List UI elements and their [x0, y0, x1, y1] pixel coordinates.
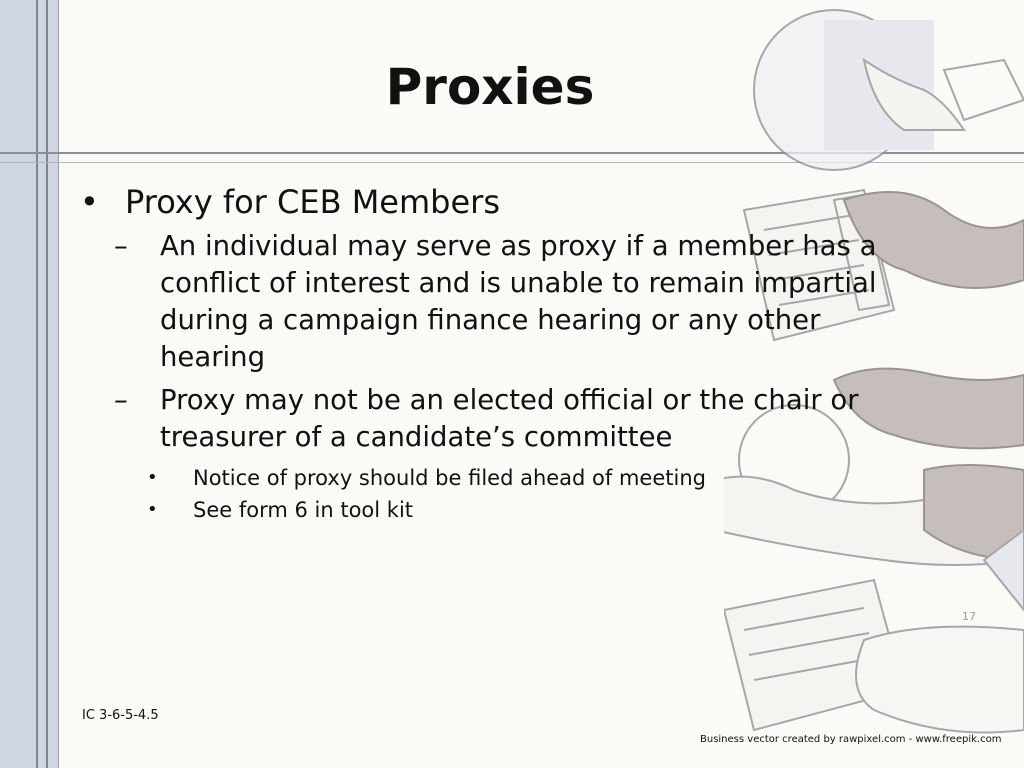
slide-title: Proxies [385, 58, 595, 116]
slide-number: 17 [962, 610, 976, 623]
sub-sub-bullet-item [80, 462, 900, 494]
sub-bullet-text: Proxy may not be an elected official or the chair or treasurer of a candidate’s committee [160, 384, 859, 453]
sub-bullet-item [80, 382, 900, 456]
sub-sub-bullet-text: See form 6 in tool kit [193, 498, 414, 522]
bullet-glyph: • [80, 183, 99, 221]
bullet-item [80, 182, 900, 222]
sub-bullet-item [80, 228, 900, 376]
bullet-glyph: • [147, 467, 158, 488]
sub-sub-bullet-item [80, 494, 900, 526]
image-credit: Business vector created by rawpixel.com - www.freepik.com [700, 734, 1002, 745]
statute-citation: IC 3-6-5-4.5 [82, 708, 159, 723]
sub-sub-bullet-text: Notice of proxy should be filed ahead of meeting [193, 466, 706, 490]
bullet-glyph: • [147, 499, 158, 520]
sub-bullet-text: An individual may serve as proxy if a member has a conflict of interest and is unable to remain impartial during a campaign finance hearing or any other hearing [160, 230, 877, 373]
bullet-text: Proxy for CEB Members [125, 183, 500, 221]
dash-glyph: – [114, 230, 128, 262]
slide-body [80, 182, 900, 526]
dash-glyph: – [114, 384, 128, 416]
